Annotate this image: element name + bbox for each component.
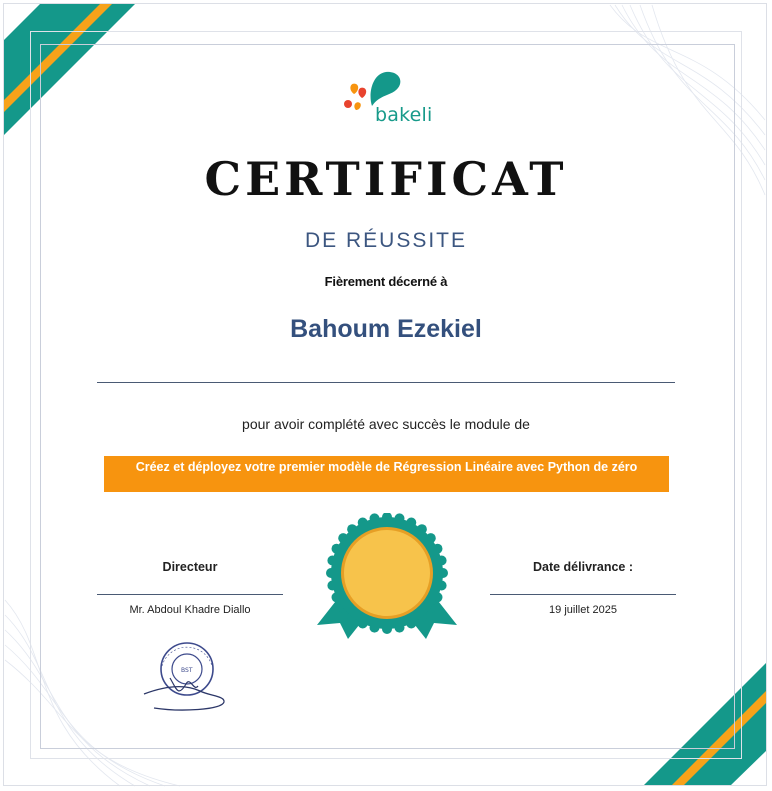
issue-date: 19 juillet 2025 xyxy=(549,604,617,616)
svg-text:BST: BST xyxy=(181,667,193,674)
gold-award-seal-icon xyxy=(312,513,462,643)
certificate-subtitle: DE RÉUSSITE xyxy=(304,229,468,252)
recipient-name: Bahoum Ezekiel xyxy=(290,315,482,343)
stamp-seal-icon xyxy=(140,636,230,716)
certificate-title: CERTIFICAT xyxy=(204,152,568,206)
director-label: Directeur xyxy=(162,560,218,574)
recipient-underline xyxy=(97,382,675,383)
date-line xyxy=(490,594,676,595)
completion-text: pour avoir complété avec succès le module de xyxy=(242,416,530,432)
module-title: Créez et déployez votre premier modèle de Régression Linéaire avec Python de zéro xyxy=(135,460,638,474)
date-label: Date délivrance : xyxy=(532,560,634,574)
module-banner xyxy=(104,456,669,492)
director-signature-line xyxy=(97,594,283,595)
brand-name: bakeli xyxy=(375,104,433,126)
awarded-text: Fièrement décerné à xyxy=(324,274,448,289)
director-name: Mr. Abdoul Khadre Diallo xyxy=(129,604,251,616)
